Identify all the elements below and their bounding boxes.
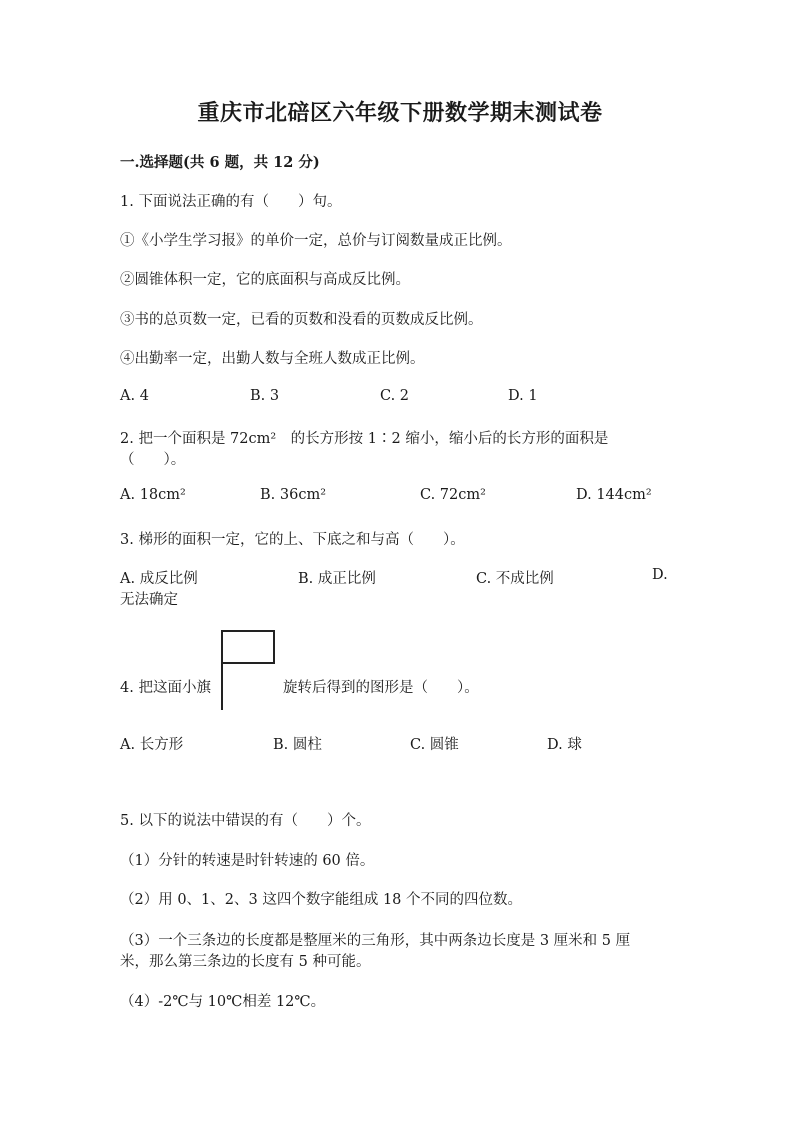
q5-stem: 5. 以下的说法中错误的有（ ）个。 — [120, 813, 371, 829]
q2-stem-line-1: 2. 把一个面积是 72cm² 的长方形按 1∶2 缩小，缩小后的长方形的面积是 — [120, 431, 609, 447]
q3-option-a: A. 成反比例 — [120, 571, 198, 587]
flag-figure — [221, 630, 279, 712]
q1-stem: 1. 下面说法正确的有（ ）句。 — [120, 194, 342, 210]
q2-option-c: C. 72cm² — [420, 487, 486, 503]
flag-cloth — [221, 630, 275, 664]
section-heading: 一.选择题(共 6 题，共 12 分) — [120, 154, 320, 171]
q1-option-a: A. 4 — [120, 388, 149, 404]
q1-statement-2: ②圆锥体积一定，它的底面积与高成反比例。 — [120, 272, 410, 288]
page-title: 重庆市北碚区六年级下册数学期末测试卷 — [197, 100, 603, 126]
q2-option-d: D. 144cm² — [576, 487, 652, 503]
q4-option-d: D. 球 — [547, 737, 582, 753]
q1-option-c: C. 2 — [380, 388, 410, 404]
q2-option-b: B. 36cm² — [260, 487, 327, 503]
q1-statement-1: ①《小学生学习报》的单价一定，总价与订阅数量成正比例。 — [120, 233, 512, 249]
q5-statement-3-line-2: 米，那么第三条边的长度有 5 种可能。 — [120, 954, 371, 970]
q1-statement-3: ③书的总页数一定，已看的页数和没看的页数成反比例。 — [120, 312, 483, 328]
q2-option-a: A. 18cm² — [120, 487, 186, 503]
q3-option-d: D. — [652, 567, 668, 583]
q1-option-d: D. 1 — [508, 388, 538, 404]
q4-stem-end: 旋转后得到的图形是（ ）。 — [283, 680, 479, 696]
q4-option-a: A. 长方形 — [120, 737, 184, 753]
q3-option-c: C. 不成比例 — [476, 571, 554, 587]
q4-option-b: B. 圆柱 — [273, 737, 322, 753]
q5-statement-4: （4）-2℃与 10℃相差 12℃。 — [120, 994, 326, 1010]
q5-statement-1: （1）分针的转速是时针转速的 60 倍。 — [120, 853, 375, 869]
q2-stem-line-2: （ ）。 — [120, 452, 186, 468]
q1-statement-4: ④出勤率一定，出勤人数与全班人数成正比例。 — [120, 351, 425, 367]
q4-option-c: C. 圆锥 — [410, 737, 459, 753]
q3-option-b: B. 成正比例 — [298, 571, 376, 587]
q5-statement-3-line-1: （3）一个三条边的长度都是整厘米的三角形，其中两条边长度是 3 厘米和 5 厘 — [120, 933, 631, 949]
q4-stem-start: 4. 把这面小旗 — [120, 680, 211, 696]
q3-stem: 3. 梯形的面积一定，它的上、下底之和与高（ ）。 — [120, 532, 465, 548]
q5-statement-2: （2）用 0、1、2、3 这四个数字能组成 18 个不同的四位数。 — [120, 892, 523, 908]
q3-option-d-text: 无法确定 — [120, 592, 178, 608]
q1-option-b: B. 3 — [250, 388, 280, 404]
